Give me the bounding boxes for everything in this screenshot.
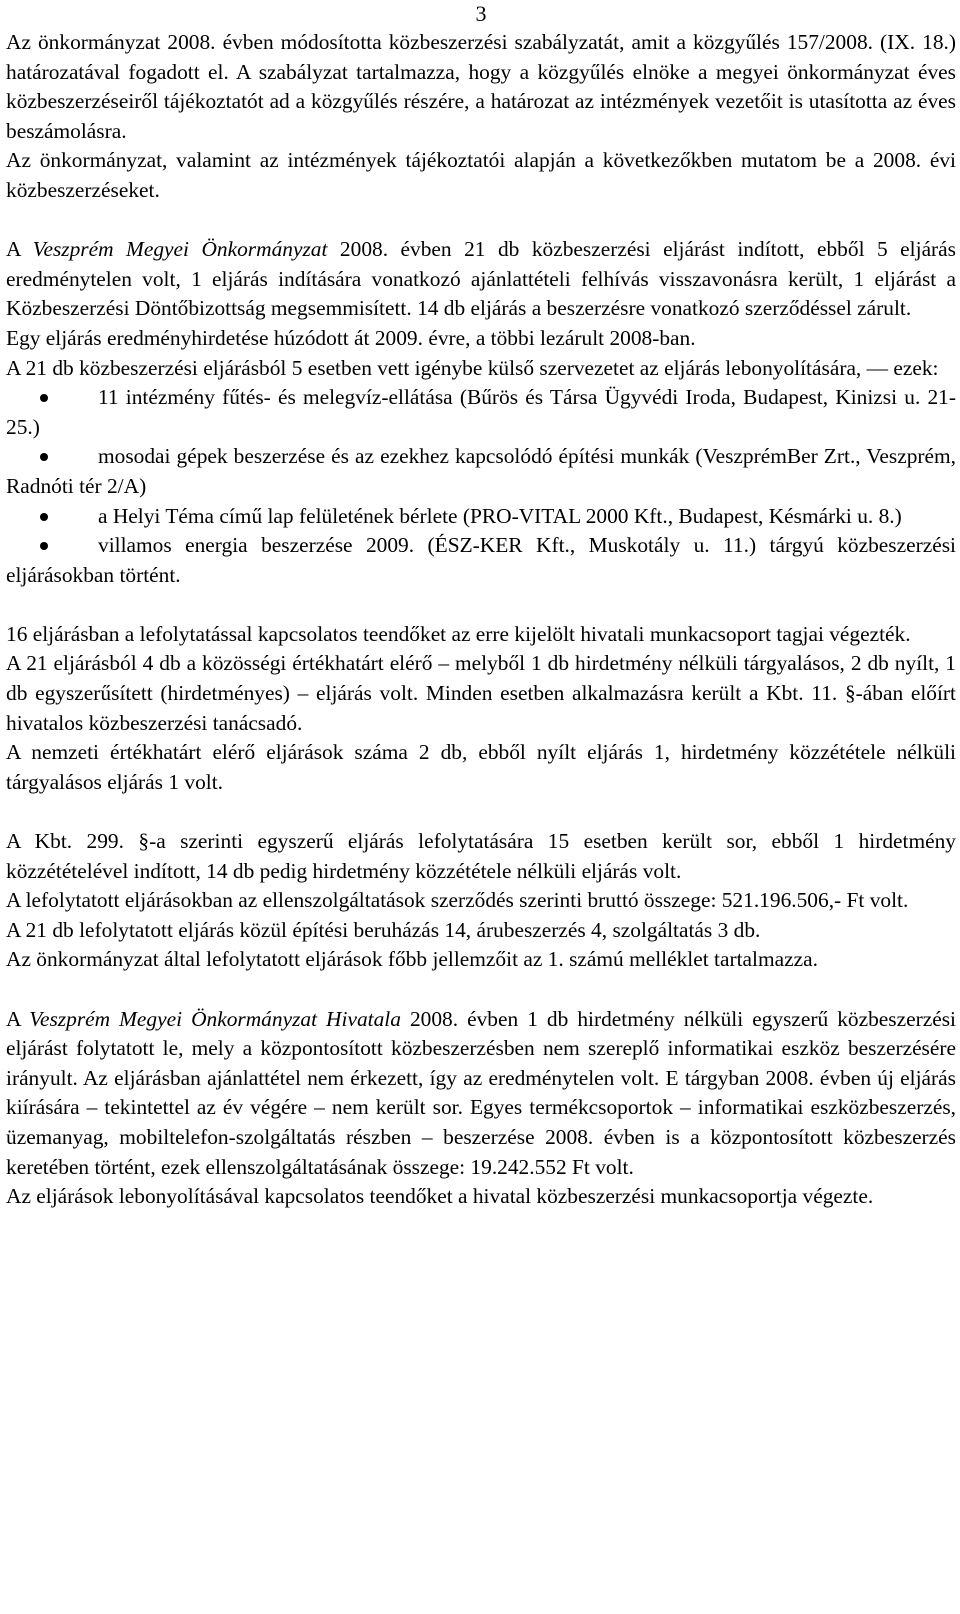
intro-section [6, 28, 956, 206]
bullet-icon [40, 394, 48, 402]
bullet-item [6, 442, 956, 501]
bullet-item [6, 502, 956, 532]
bullet-text: mosodai gépek beszerzése és az ezekhez kapcsolódó építési munkák (VeszprémBer Zrt., Veszprém, Radnóti tér 2/A) [6, 444, 956, 498]
paragraph: Az önkormányzat, valamint az intézmények tájékoztatói alapján a következőkben mutatom be a 2008. évi közbeszerzéseket. [6, 148, 956, 202]
spacer [6, 797, 956, 827]
paragraph: Egy eljárás eredményhirdetése húzódott át 2009. évre, a többi lezárult 2008-ban. [6, 325, 696, 350]
paragraph: A Kbt. 299. §-a szerinti egyszerű eljárás lefolytatására 15 esetben került sor, ebből 1 hirdetmény közzétételével indított, 14 db pedig hirdetmény közzététele nélküli eljárás volt. [6, 829, 956, 883]
bullet-icon [40, 453, 48, 461]
paragraph: A 21 db lefolytatott eljárás közül építési beruházás 14, árubeszerzés 4, szolgáltatás 3 db. [6, 917, 761, 942]
bullet-text: 11 intézmény fűtés- és melegvíz-ellátása (Bűrös és Társa Ügyvédi Iroda, Budapest, Kinizsi u. 21-25.) [6, 385, 956, 439]
spacer [6, 206, 956, 236]
simple-procedure-section [6, 827, 956, 975]
bullet-icon [40, 542, 48, 550]
paragraph: A 21 db közbeszerzési eljárásból 5 esetben vett igénybe külső szervezetet az eljárás lebonyolítására, ― ezek: [6, 355, 939, 380]
organization-name: Veszprém Megyei Önkormányzat Hivatala [29, 1006, 401, 1031]
text-run: 2008. évben 1 db hirdetmény nélküli egyszerű közbeszerzési eljárást folytatott le, mely a központosított közbeszerzésben nem szereplő informatikai eszköz beszerzésére irányult. Az eljárásban ajánlattétel nem érkezett, így az eredménytelen volt. E tárgyban 2008. évben új eljárás kiírására – tekintettel az év végére – nem került sor. Egyes termékcsoportok – informatikai eszközbeszerzés, üzemanyag, mobiltelefon-szolgáltatás részben – beszerzése 2008. évben is a központosított közbeszerzés keretében történt, ezek ellenszolgáltatásának összege: 19.242.552 Ft volt. [6, 1006, 956, 1179]
bullet-item [6, 531, 956, 590]
page-number: 3 [475, 1, 487, 26]
spacer [6, 975, 956, 1005]
bullet-text: villamos energia beszerzése 2009. (ÉSZ-KER Kft., Muskotály u. 11.) tárgyú közbeszerzési eljárásokban történt. [6, 533, 956, 587]
organization-name: Veszprém Megyei Önkormányzat [32, 237, 328, 262]
paragraph: Az eljárások lebonyolításával kapcsolatos teendőket a hivatal közbeszerzési munkacsoportja végezte. [6, 1184, 874, 1209]
paragraph: A lefolytatott eljárásokban az ellenszolgáltatások szerződés szerinti bruttó összege: 521.196.506,- Ft volt. [6, 888, 909, 913]
text-run: A [6, 1006, 30, 1031]
paragraph [6, 1005, 956, 1183]
paragraph: A 21 eljárásból 4 db a közösségi értékhatárt elérő – melyből 1 db hirdetmény nélküli tárgyalásos, 2 db nyílt, 1 db egyszerűsített (hirdetményes) – eljárás volt. Minden esetben alkalmazásra került a Kbt. 11. §-ában előírt hivatalos közbeszerzési tanácsadó. [6, 651, 956, 735]
paragraph: Az önkormányzat 2008. évben módosította közbeszerzési szabályzatát, amit a közgyűlés 157/2008. (IX. 18.) határozatával fogadott el. A szabályzat tartalmazza, hogy a közgyűlés elnöke a megyei önkormányzat éves közbeszerzéseiről tájékoztatót ad a közgyűlés részére, a határozat az intézmények vezetőit is utasította az éves beszámolásra. [6, 30, 956, 143]
county-government-section [6, 235, 956, 590]
text-run: 2008. évben 21 db közbeszerzési eljárást indított, ebből 5 eljárás eredménytelen volt, 1 eljárás indítására vonatkozó ajánlattételi felhívás visszavonásra került, 1 eljárást a Közbeszerzési Döntőbizottság megsemmisített. 14 db eljárás a beszerzésre vonatkozó szerződéssel zárult. [6, 237, 957, 321]
document-page [6, 0, 956, 1212]
paragraph: A nemzeti értékhatárt elérő eljárások száma 2 db, ebből nyílt eljárás 1, hirdetmény közzététele nélküli tárgyalásos eljárás 1 volt. [6, 740, 956, 794]
bullet-icon [40, 513, 48, 521]
office-section [6, 1005, 956, 1212]
paragraph: 16 eljárásban a lefolytatással kapcsolatos teendőket az erre kijelölt hivatali munkacsoport tagjai végezték. [6, 621, 911, 646]
spacer [6, 590, 956, 620]
paragraph: Az önkormányzat által lefolytatott eljárások főbb jellemzőit az 1. számú melléklet tartalmazza. [6, 947, 818, 972]
working-group-section [6, 620, 956, 798]
paragraph [6, 235, 956, 324]
bullet-text: a Helyi Téma című lap felületének bérlete (PRO-VITAL 2000 Kft., Budapest, Késmárki u. 8.) [98, 503, 902, 528]
text-run: A [6, 237, 33, 262]
bullet-item [6, 383, 956, 442]
